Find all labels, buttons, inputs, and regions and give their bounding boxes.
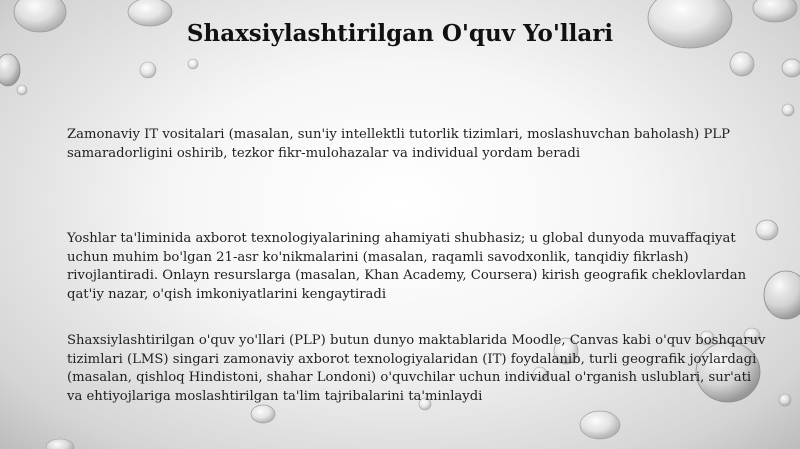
- water-droplet: [782, 59, 800, 77]
- water-droplet: [188, 59, 198, 69]
- water-droplet: [46, 439, 74, 449]
- water-droplet: [251, 405, 275, 423]
- paragraph-youth-education: Yoshlar ta'liminida axborot texnologiyalarining ahamiyati shubhasiz; u global dunyoda muvaffaqiyat uchun muhim bo'lgan 21-asr ko'nikmalarini (masalan, raqamli savodxonlik, tanqidiy fikrlash) rivojlantiradi. Onlayn resurslarga (masalan, Khan Academy, Coursera) kirish geografik cheklovlardan qat'iy nazar, o'qish imkoniyatlarini kengaytiradi: [67, 231, 747, 302]
- water-droplet: [17, 85, 27, 95]
- water-droplet: [580, 411, 620, 439]
- water-droplet: [782, 104, 794, 116]
- water-droplet: [140, 62, 156, 78]
- water-droplet: [730, 52, 754, 76]
- water-droplet: [753, 0, 797, 22]
- slide-title: Shaxsiylashtirilgan O'quv Yo'llari: [186, 20, 614, 47]
- water-droplet: [0, 54, 20, 86]
- water-droplet: [764, 271, 800, 319]
- water-droplet: [779, 394, 791, 406]
- paragraph-plp-overview: Shaxsiylashtirilgan o'quv yo'llari (PLP) butun dunyo maktablarida Moodle, Canvas kabi o'quv boshqaruv tizimlari (LMS) singari zamonaviy axborot texnologiyalaridan (IT) foydalanib, turli geografik joylardagi (masalan, qishloq Hindistoni, shahar Londoni) o'quvchilar uchun individual o'rganish uslublari, sur'ati va ehtiyojlariga moslashtirilgan ta'lim tajribalarini ta'minlaydi: [67, 333, 766, 404]
- paragraph-it-tools: Zamonaviy IT vositalari (masalan, sun'iy intellektli tutorlik tizimlari, moslashuvchan baholash) PLP samaradorligini oshirib, tezkor fikr-mulohazalar va individual yordam beradi: [67, 127, 730, 161]
